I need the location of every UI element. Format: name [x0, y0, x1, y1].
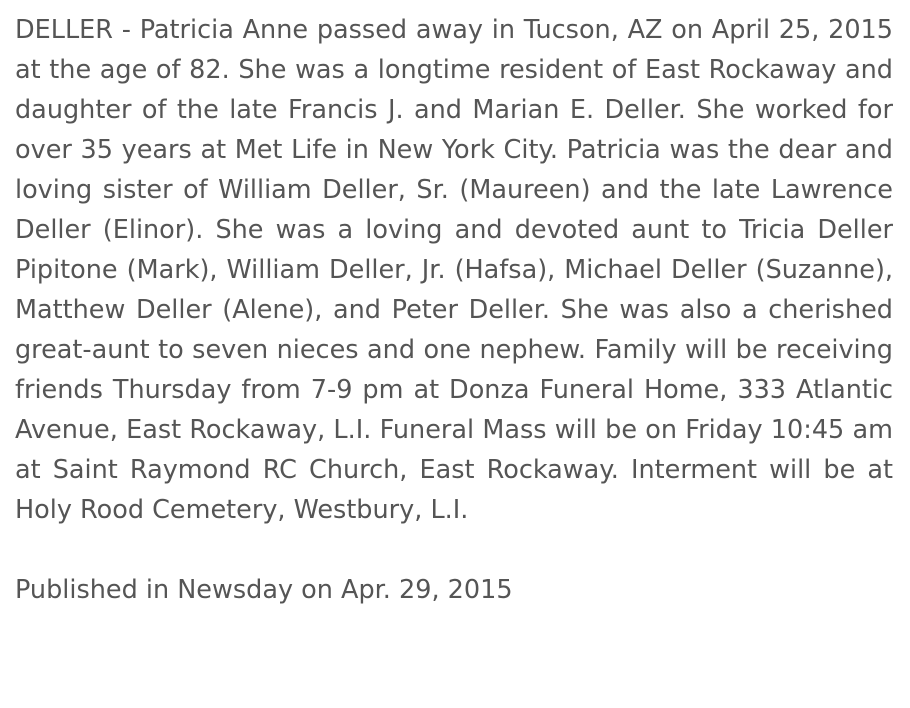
obituary-notice	[15, 10, 893, 610]
obituary-text: DELLER - Patricia Anne passed away in Tucson, AZ on April 25, 2015 at the age of 82. She was a longtime resident of East Rockaway and daughter of the late Francis J. and Marian E. Deller. She worked for over 35 years at Met Life in New York City. Patricia was the dear and loving sister of William Deller, Sr. (Maureen) and the late Lawrence Deller (Elinor). She was a loving and devoted aunt to Tricia Deller Pipitone (Mark), William Deller, Jr. (Hafsa), Michael Deller (Suzanne), Matthew Deller (Alene), and Peter Deller. She was also a cherished great-aunt to seven nieces and one nephew. Family will be receiving friends Thursday from 7-9 pm at Donza Funeral Home, 333 Atlantic Avenue, East Rockaway, L.I. Funeral Mass will be on Friday 10:45 am at Saint Raymond RC Church, East Rockaway. Interment will be at Holy Rood Cemetery, Westbury, L.I.	[15, 15, 893, 525]
publication-line: Published in Newsday on Apr. 29, 2015	[15, 575, 513, 605]
